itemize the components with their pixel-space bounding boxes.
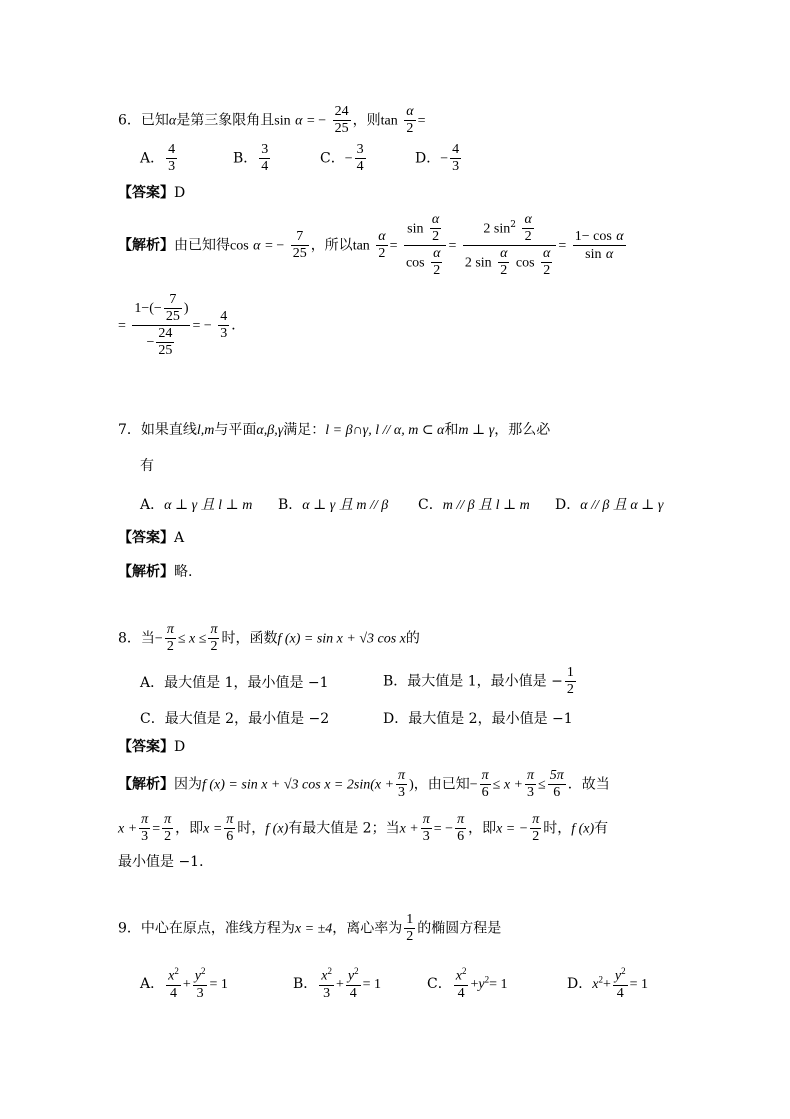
q8-option-b[interactable]: B．最大值是 1，最小值是 − $\frac{1}{2}$ [383, 665, 574, 698]
q8-option-c[interactable]: C．最大值是 2，最小值是 −2 [140, 711, 330, 727]
q8-analysis-line2: x + $\frac{\pi}{3}$ = $\frac{\pi}{2}$ ，即x = $\frac{\pi}{6}$ 时，f (x)有最大值是 2；当x + $\frac{\pi}{3}$ = − $\frac{\pi}{6}$ ，即x = − $\frac{\pi}{2}$ 时，f (x)有 [118, 812, 609, 845]
q7-stem: 7．如果直线l,m与平面α,β,γ满足：l = β∩γ, l // α, m ⊂ α和m ⊥ γ，那么必 [118, 422, 551, 438]
q8-analysis-line1: 【解析】因为f (x) = sin x + √3 cos x = 2sin(x + $\frac{\pi}{3}$ )，由已知− $\frac{\pi}{6}$ ≤ x + $\frac{\pi}{3}$ ≤ $\frac{5\pi}{6}$ ．故当 [118, 768, 610, 801]
q7-option-d[interactable]: D．α // β 且 α ⊥ γ [555, 497, 664, 513]
q6-half-angle: $\frac{\text{1− cos α}}{\text{sin α}}$ [574, 229, 624, 263]
q8-answer: 【答案】D [118, 739, 186, 755]
q7-option-b[interactable]: B．α ⊥ γ 且 m // β [278, 497, 389, 513]
q8-stem: 8．当− $\frac{\pi}{2}$ ≤ x ≤ $\frac{\pi}{2}$ 时，函数f (x) = sin x + √3 cos x的 [118, 622, 420, 655]
q6-stem-fraction: $\frac{24}{25}$ [334, 104, 349, 137]
q6-double-angle: 2 $\sin^2$ $\frac{\alpha}{2}$ 2 sin $\frac{\alpha}{2}$ cos $\frac{\alpha}{2}$ [463, 212, 557, 279]
q9-option-d[interactable]: D．$x^2+$ $\frac{y^2}{4}$ = 1 [567, 966, 648, 1001]
q6-tan-fraction: $\frac{\alpha}{2}$ [406, 104, 414, 137]
q8-analysis-line3: 最小值是 −1． [118, 854, 214, 870]
q7-answer: 【答案】A [118, 530, 185, 546]
q6-option-d[interactable]: D．− $\frac{4}{3}$ [415, 142, 460, 175]
q9-stem: 9．中心在原点，准线方程为x = ±4，离心率为 $\frac{1}{2}$ 的椭圆方程是 [118, 912, 502, 945]
q7-option-c[interactable]: C．m // β 且 l ⊥ m [418, 497, 530, 513]
q8-option-d[interactable]: D．最大值是 2，最小值是 −1 [383, 711, 573, 727]
q8-option-a[interactable]: A．最大值是 1，最小值是 −1 [140, 675, 329, 691]
q7-analysis: 【解析】略. [118, 564, 193, 580]
q6-compound-fraction: 1−(− $\frac{7}{25}$ ) − $\frac{24}{25}$ [134, 292, 189, 359]
q6-answer: 【答案】D [118, 185, 186, 201]
q9-option-b[interactable]: B． $\frac{x^2}{3}$ + $\frac{y^2}{4}$ = 1 [293, 966, 382, 1001]
q6-option-c[interactable]: C．− $\frac{3}{4}$ [320, 142, 364, 175]
q6-analysis-result: = 1−(− $\frac{7}{25}$ ) − $\frac{24}{25}$ = − $\frac{4}{3}$ ． [118, 292, 246, 359]
q9-option-c[interactable]: C． $\frac{x^2}{4}$ $+y^2= 1$ [427, 966, 508, 1001]
q6-analysis: 【解析】由已知得cos α = − $\frac{7}{25}$ ，所以tan $\frac{\alpha}{2}$ = sin $\frac{\alpha}{2}$ cos $\frac{\alpha}{2}$ = 2 $\sin^2$ $\frac{\alpha}{2}$ 2 sin $\frac{\alpha}{2}$ cos $\frac{\alpha}{2}$ = $\frac{\text{1− cos α}}{\text{sin α}}$ [118, 212, 624, 279]
q6-option-a[interactable]: A． $\frac{4}{3}$ [140, 142, 176, 175]
q6-stem: 6．已知α是第三象限角且sin α = − $\frac{24}{25}$ ，则tan $\frac{\alpha}{2}$ = [118, 104, 426, 137]
q6-option-b[interactable]: B． $\frac{3}{4}$ [233, 142, 269, 175]
q7-stem-cont: 有 [140, 458, 154, 474]
q7-option-a[interactable]: A．α ⊥ γ 且 l ⊥ m [140, 497, 253, 513]
q6-sin-over-cos: sin $\frac{\alpha}{2}$ cos $\frac{\alpha}{2}$ [404, 212, 446, 279]
q9-option-a[interactable]: A． $\frac{x^2}{4}$ + $\frac{y^2}{3}$ = 1 [140, 966, 228, 1001]
